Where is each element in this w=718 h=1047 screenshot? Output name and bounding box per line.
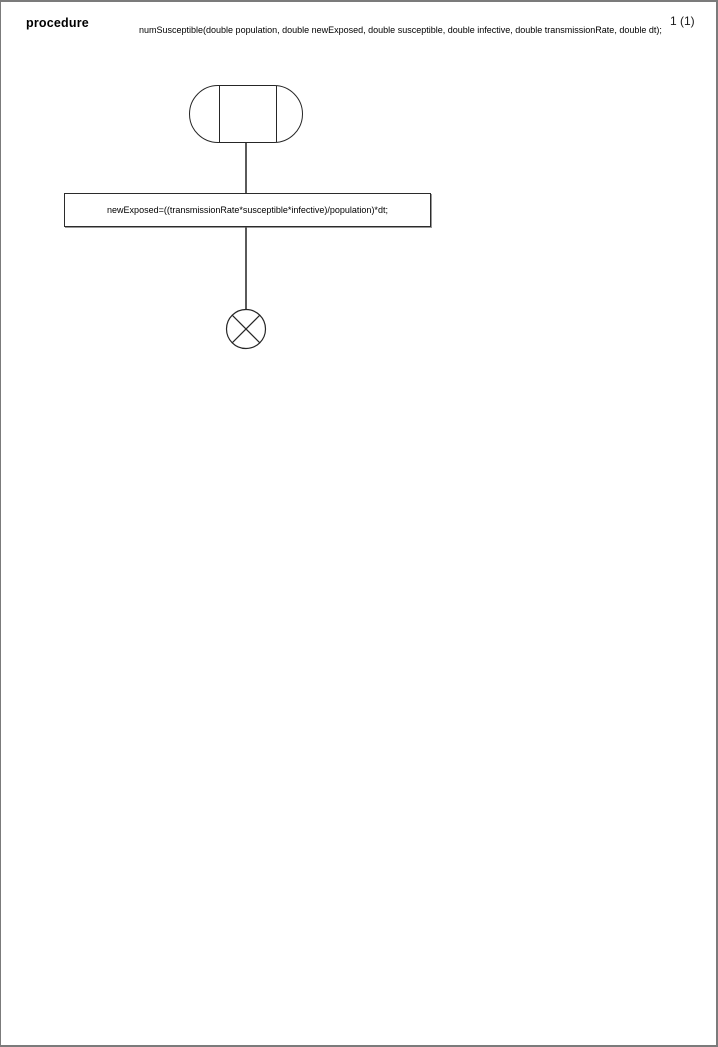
end-terminal-icon — [225, 308, 267, 350]
connector-start-to-statement — [245, 143, 247, 193]
statement-box — [64, 193, 431, 227]
start-terminal-right-divider — [276, 86, 277, 142]
statement-text: newExposed=((transmissionRate*susceptible*infective)/population)*dt; — [107, 205, 388, 215]
connector-statement-to-end — [245, 227, 247, 309]
start-terminal-icon — [189, 85, 303, 143]
page-number: 1 (1) — [670, 14, 695, 28]
page-title: procedure — [26, 16, 89, 30]
procedure-signature: numSusceptible(double population, double newExposed, double susceptible, double infective, double transmissionRate, double dt); — [139, 25, 662, 35]
start-terminal-left-divider — [219, 86, 220, 142]
